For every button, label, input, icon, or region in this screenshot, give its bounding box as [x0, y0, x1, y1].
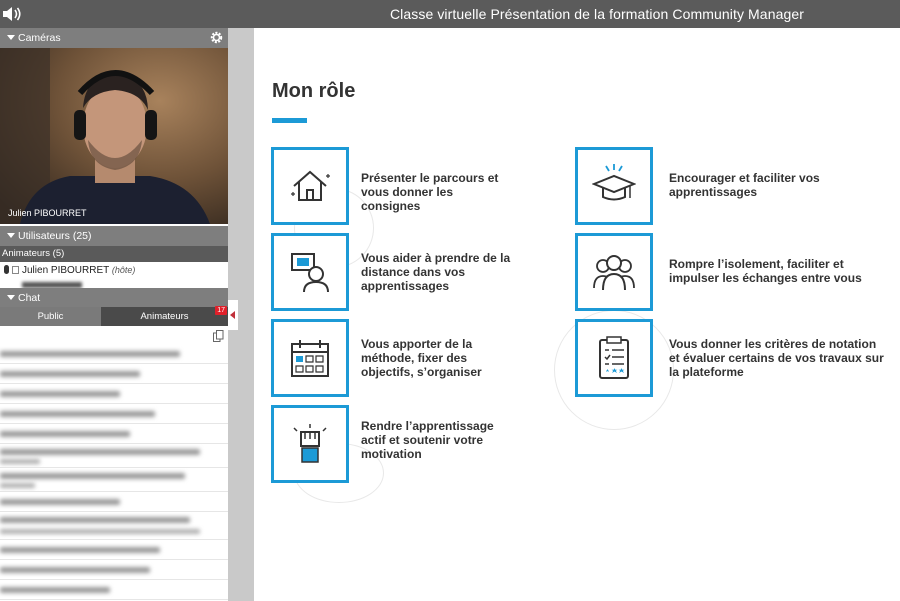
role-icon-box-2	[271, 233, 349, 311]
slide-title: Mon rôle	[272, 80, 356, 102]
role-icon-box-5	[575, 147, 653, 225]
microphone-icon	[4, 265, 9, 274]
window-title: Classe virtuelle Présentation de la formation Community Manager	[389, 6, 804, 22]
person-screen-icon	[288, 250, 332, 294]
camera-video	[0, 48, 228, 224]
chat-message	[0, 492, 228, 512]
chat-message	[0, 364, 228, 384]
presentation-slide	[254, 28, 900, 601]
users-header[interactable]	[0, 226, 228, 246]
chat-message	[0, 444, 228, 468]
cameras-header[interactable]	[0, 28, 228, 48]
tab-animateurs[interactable]	[101, 307, 228, 326]
tab-public[interactable]: Public	[0, 307, 101, 326]
chat-message	[0, 512, 228, 540]
title-bar	[0, 0, 900, 28]
role-icon-box-3	[271, 319, 349, 397]
chat-message	[0, 404, 228, 424]
collapse-triangle-icon	[7, 233, 15, 238]
clipboard-icon	[592, 336, 636, 380]
webcam-status-icon	[12, 266, 19, 274]
animators-subheader[interactable]: Animateurs (5)	[0, 246, 228, 262]
chat-message	[0, 468, 228, 492]
chat-message	[0, 540, 228, 560]
raised-fist-icon	[288, 422, 332, 466]
role-icon-box-4	[271, 405, 349, 483]
user-name: Julien PIBOURRET	[22, 265, 110, 276]
house-icon	[288, 164, 332, 208]
calendar-icon	[288, 336, 332, 380]
role-text-4: Rendre l’apprentissage actif et soutenir votre motivation	[361, 419, 494, 461]
group-icon	[592, 250, 636, 294]
chat-message	[0, 424, 228, 444]
role-text-5: Encourager et faciliter vos apprentissages	[669, 171, 820, 199]
chat-label: Chat	[18, 292, 41, 304]
collapse-triangle-icon	[7, 35, 15, 40]
role-text-2: Vous aider à prendre de la distance dans vos apprentissages	[361, 251, 511, 293]
chat-tabs	[0, 307, 228, 326]
role-icon-box-1	[271, 147, 349, 225]
role-text-7: Vous donner les critères de notation et évaluer certains de vos travaux sur la plateforme	[669, 337, 884, 379]
chat-message	[0, 560, 228, 580]
user-row-obscured[interactable]	[0, 278, 228, 288]
gear-icon[interactable]	[209, 30, 224, 45]
chat-header[interactable]	[0, 288, 228, 308]
speaker-icon[interactable]	[1, 4, 23, 24]
camera-name-label: Julien PIBOURRET	[8, 208, 87, 218]
chat-message	[0, 384, 228, 404]
role-text-1: Présenter le parcours et vous donner les consignes	[361, 171, 499, 213]
webcam-person-image	[0, 48, 228, 224]
sidebar	[0, 28, 228, 601]
graduation-cap-icon	[592, 164, 636, 208]
role-text-3: Vous apporter de la méthode, fixer des objectifs, s’organiser	[361, 337, 482, 379]
cameras-label: Caméras	[18, 32, 61, 44]
unread-badge: 17	[217, 307, 225, 314]
collapse-sidebar-button[interactable]	[228, 300, 238, 330]
role-icon-box-6	[575, 233, 653, 311]
role-icon-box-7	[575, 319, 653, 397]
copy-icon[interactable]	[213, 330, 224, 342]
user-row[interactable]	[0, 262, 228, 278]
chat-message	[0, 344, 228, 364]
collapse-triangle-icon	[7, 295, 15, 300]
role-text-6: Rompre l’isolement, faciliter et impulser les échanges entre vous	[669, 257, 862, 285]
chat-message	[0, 580, 228, 600]
users-label: Utilisateurs (25)	[18, 230, 92, 242]
tab-animateurs-label: Animateurs	[140, 311, 189, 322]
title-underline	[272, 118, 307, 123]
user-role: (hôte)	[111, 265, 136, 275]
